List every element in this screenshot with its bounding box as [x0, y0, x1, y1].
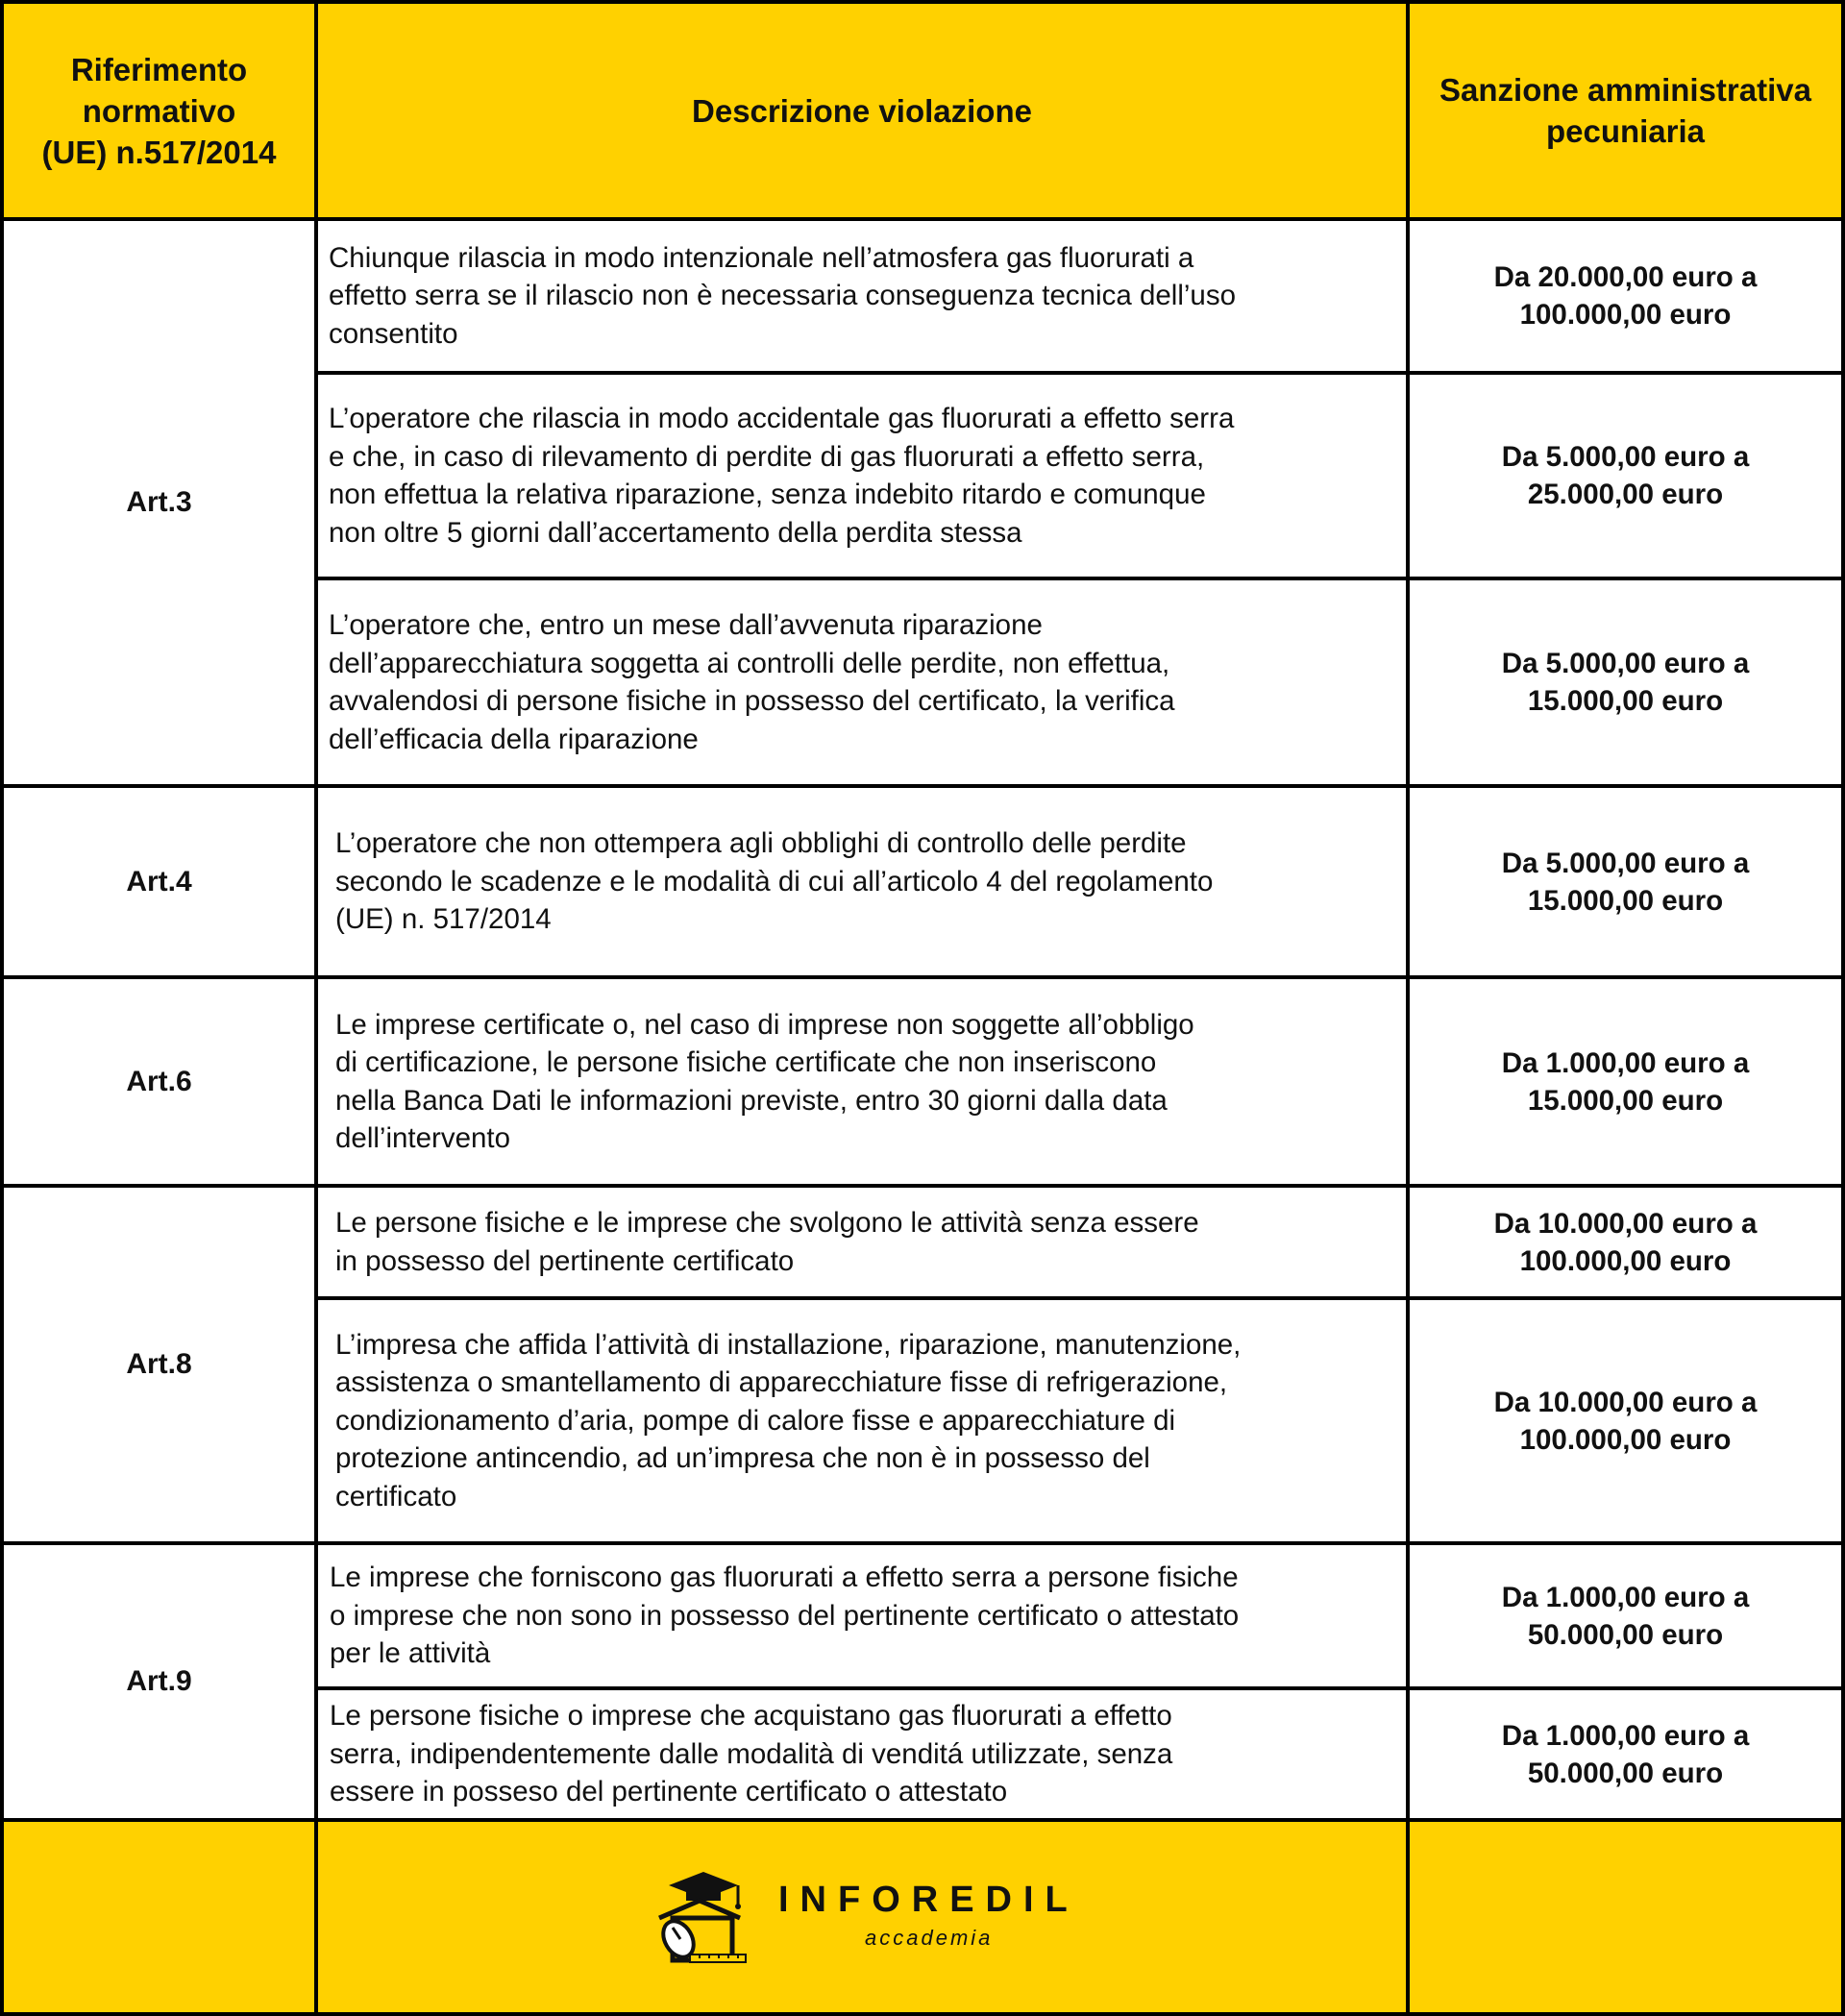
- description-line: protezione antincendio, ad un’impresa che non è in possesso del: [335, 1442, 1150, 1475]
- brand-subtitle: accademia: [865, 1926, 994, 1950]
- description-line: nella Banca Dati le informazioni previste, entro 30 giorni dalla data: [335, 1084, 1168, 1117]
- description-line: Le imprese che forniscono gas fluorurati a effetto serra a persone fisiche: [330, 1561, 1239, 1594]
- description-line: Chiunque rilascia in modo intenzionale nell’atmosfera gas fluorurati a: [329, 241, 1194, 274]
- description-line: L’operatore che non ottempera agli obblighi di controllo delle perdite: [335, 827, 1187, 860]
- description-line: effetto serra se il rilascio non è necessaria conseguenza tecnica dell’uso: [329, 280, 1236, 312]
- description-line: assistenza o smantellamento di apparecchiature fisse di refrigerazione,: [335, 1366, 1228, 1399]
- sanction-amount: [1410, 1690, 1841, 1818]
- description-line: e che, in caso di rilevamento di perdite di gas fluorurati a effetto serra,: [329, 440, 1205, 473]
- header-reference: [4, 4, 314, 217]
- reference-label: Art.9: [126, 1665, 192, 1697]
- description-line: consentito: [329, 317, 458, 350]
- description-line: Le persone fisiche o imprese che acquistano gas fluorurati a effetto: [330, 1700, 1172, 1733]
- description-line: L’operatore che rilascia in modo accidentale gas fluorurati a effetto serra: [329, 403, 1235, 434]
- amount-line: Da 5.000,00 euro a: [1501, 648, 1750, 679]
- description-line: dell’apparecchiatura soggetta ai controlli delle perdite, non effettua,: [329, 647, 1170, 679]
- description-line: serra, indipendentemente dalle modalità di venditá utilizzate, senza: [330, 1737, 1173, 1770]
- amount-line: 100.000,00 euro: [1519, 299, 1732, 331]
- footer-left: [4, 1822, 314, 2012]
- amount-line: 50.000,00 euro: [1527, 1618, 1724, 1651]
- footer-right: [1410, 1822, 1841, 2012]
- description-line: essere in posseso del pertinente certificato o attestato: [330, 1776, 1008, 1808]
- description-line: dell’intervento: [335, 1122, 511, 1154]
- amount-line: 15.000,00 euro: [1527, 1084, 1724, 1117]
- description-line: condizionamento d’aria, pompe di calore fisse e apparecchiature di: [335, 1404, 1176, 1437]
- description-line: non effettua la relativa riparazione, senza indebito ritardo e comunque: [329, 479, 1206, 510]
- sanction-amount: [1410, 375, 1841, 577]
- amount-line: 15.000,00 euro: [1527, 685, 1724, 717]
- graduation-cap-house-icon: [644, 1862, 769, 1968]
- reference-label: Art.8: [126, 1348, 192, 1380]
- reference-art-4: [4, 788, 314, 975]
- sanction-amount: [1410, 580, 1841, 784]
- sanction-amount: [1410, 1188, 1841, 1296]
- reference-art-3: [4, 221, 314, 784]
- violation-description: [318, 1545, 1406, 1686]
- amount-line: Da 5.000,00 euro a: [1501, 847, 1750, 879]
- description-line: di certificazione, le persone fisiche certificate che non inseriscono: [335, 1046, 1157, 1078]
- inforedil-logo: [644, 1862, 1095, 1968]
- description-line: Le persone fisiche e le imprese che svolgono le attività senza essere: [335, 1207, 1199, 1239]
- amount-line: Da 10.000,00 euro a: [1493, 1207, 1758, 1240]
- reference-label: Art.4: [126, 865, 192, 897]
- brand-name: INFOREDIL: [778, 1880, 1079, 1920]
- header-sanction-line: Sanzione amministrativa: [1439, 72, 1811, 108]
- header-description-label: Descrizione violazione: [692, 92, 1032, 129]
- description-line: avvalendosi di persone fisiche in possesso del certificato, la verifica: [329, 685, 1175, 717]
- description-line: o imprese che non sono in possesso del pertinente certificato o attestato: [330, 1599, 1240, 1632]
- reference-label: Art.3: [126, 486, 192, 518]
- amount-line: 25.000,00 euro: [1527, 479, 1724, 510]
- header-sanction-line: pecuniaria: [1545, 113, 1706, 149]
- description-line: secondo le scadenze e le modalità di cui all’articolo 4 del regolamento: [335, 865, 1214, 897]
- header-reference-line: Riferimento: [70, 51, 248, 87]
- reference-label: Art.6: [126, 1065, 192, 1097]
- amount-line: Da 10.000,00 euro a: [1493, 1386, 1758, 1418]
- violation-description: [318, 221, 1406, 371]
- amount-line: 15.000,00 euro: [1527, 884, 1724, 917]
- violation-description: [318, 375, 1406, 577]
- violation-description: [318, 1300, 1406, 1541]
- violation-description: [318, 788, 1406, 975]
- violation-description: [318, 1188, 1406, 1296]
- description-line: L’operatore che, entro un mese dall’avvenuta riparazione: [329, 609, 1043, 641]
- description-line: (UE) n. 517/2014: [335, 903, 552, 936]
- sanction-amount: [1410, 1300, 1841, 1541]
- description-line: certificato: [335, 1480, 457, 1512]
- header-sanction: [1410, 4, 1841, 217]
- amount-line: Da 20.000,00 euro a: [1493, 261, 1758, 293]
- amount-line: 100.000,00 euro: [1519, 1244, 1732, 1277]
- sanction-amount: [1410, 221, 1841, 371]
- sanction-amount: [1410, 979, 1841, 1184]
- sanction-amount: [1410, 788, 1841, 975]
- description-line: dell’efficacia della riparazione: [329, 723, 699, 755]
- header-reference-line: (UE) n.517/2014: [41, 134, 277, 170]
- amount-line: Da 1.000,00 euro a: [1501, 1581, 1750, 1613]
- reference-art-9: [4, 1545, 314, 1818]
- description-line: per le attività: [330, 1637, 491, 1670]
- amount-line: Da 1.000,00 euro a: [1501, 1046, 1750, 1079]
- description-line: L’impresa che affida l’attività di installazione, riparazione, manutenzione,: [335, 1328, 1242, 1361]
- amount-line: Da 5.000,00 euro a: [1501, 441, 1750, 473]
- reference-art-8: [4, 1188, 314, 1541]
- header-description: [318, 4, 1406, 217]
- reference-art-6: [4, 979, 314, 1184]
- description-line: in possesso del pertinente certificato: [335, 1244, 795, 1277]
- violation-description: [318, 1690, 1406, 1818]
- description-line: non oltre 5 giorni dall’accertamento della perdita stessa: [329, 516, 1022, 549]
- violation-description: [318, 580, 1406, 784]
- amount-line: 50.000,00 euro: [1527, 1757, 1724, 1789]
- description-line: Le imprese certificate o, nel caso di imprese non soggette all’obbligo: [335, 1008, 1194, 1041]
- sanction-amount: [1410, 1545, 1841, 1686]
- violation-description: [318, 979, 1406, 1184]
- amount-line: Da 1.000,00 euro a: [1501, 1719, 1750, 1752]
- header-reference-line: normativo: [82, 92, 236, 129]
- amount-line: 100.000,00 euro: [1519, 1423, 1732, 1456]
